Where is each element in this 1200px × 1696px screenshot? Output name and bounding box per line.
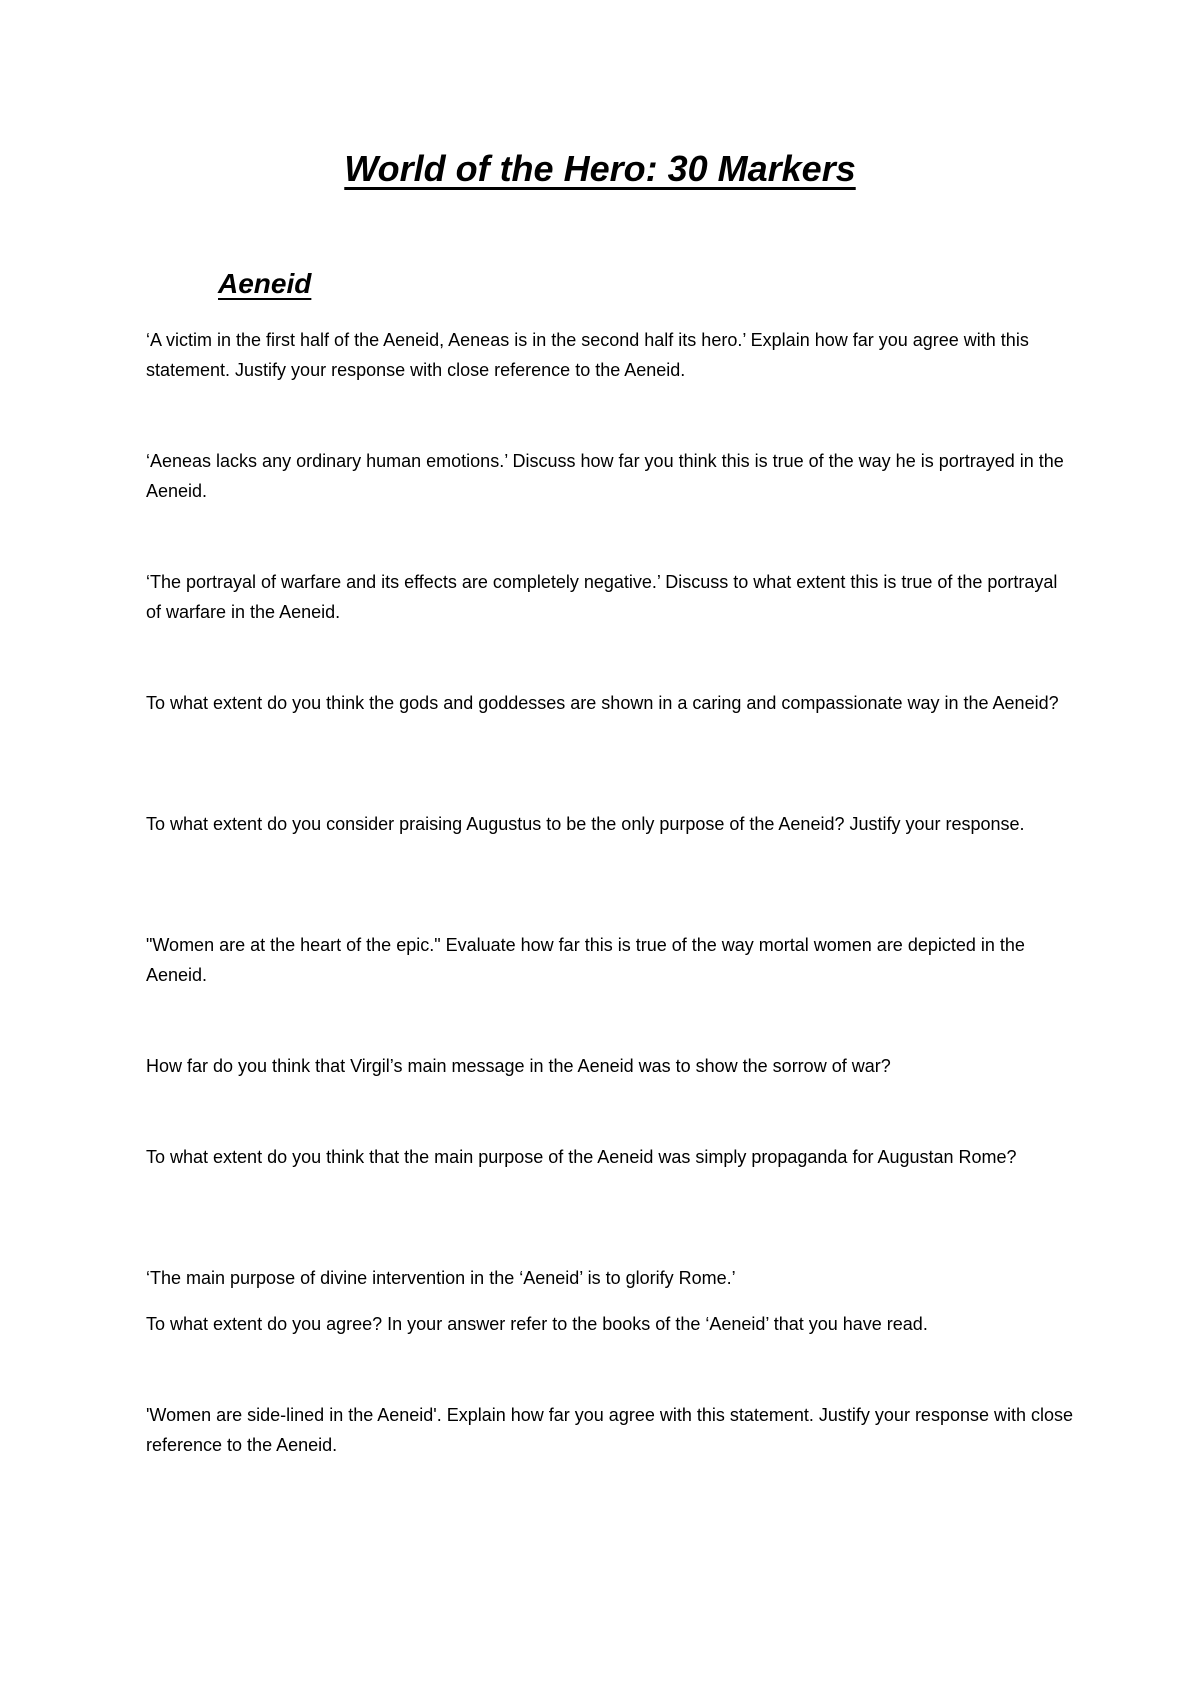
question-4: To what extent do you think the gods and goddesses are shown in a caring and compassionate way in the Aeneid? <box>146 693 1059 713</box>
question-2: ‘Aeneas lacks any ordinary human emotions.’ Discuss how far you think this is true of the way he is portrayed in the Aeneid. <box>146 451 1064 501</box>
question-1: ‘A victim in the first half of the Aeneid, Aeneas is in the second half its hero.’ Explain how far you agree with this statement. Justify your response with close reference to the Aeneid. <box>146 330 1029 380</box>
question-3: ‘The portrayal of warfare and its effects are completely negative.’ Discuss to what extent this is true of the portrayal of warfare in the Aeneid. <box>146 572 1058 622</box>
question-7: How far do you think that Virgil’s main message in the Aeneid was to show the sorrow of war? <box>146 1056 891 1076</box>
question-9-followup: To what extent do you agree? In your answer refer to the books of the ‘Aeneid’ that you have read. <box>146 1314 928 1334</box>
document-title: World of the Hero: 30 Markers <box>344 148 856 189</box>
question-8: To what extent do you think that the main purpose of the Aeneid was simply propaganda for Augustan Rome? <box>146 1147 1017 1167</box>
question-6: "Women are at the heart of the epic." Evaluate how far this is true of the way mortal women are depicted in the Aeneid. <box>146 935 1025 985</box>
question-5: To what extent do you consider praising Augustus to be the only purpose of the Aeneid? Justify your response. <box>146 814 1025 834</box>
question-9: ‘The main purpose of divine intervention in the ‘Aeneid’ is to glorify Rome.’ <box>146 1268 736 1288</box>
question-10: 'Women are side-lined in the Aeneid'. Explain how far you agree with this statement. Justify your response with close reference to the Aeneid. <box>146 1405 1074 1455</box>
section-heading-aeneid: Aeneid <box>218 268 312 299</box>
